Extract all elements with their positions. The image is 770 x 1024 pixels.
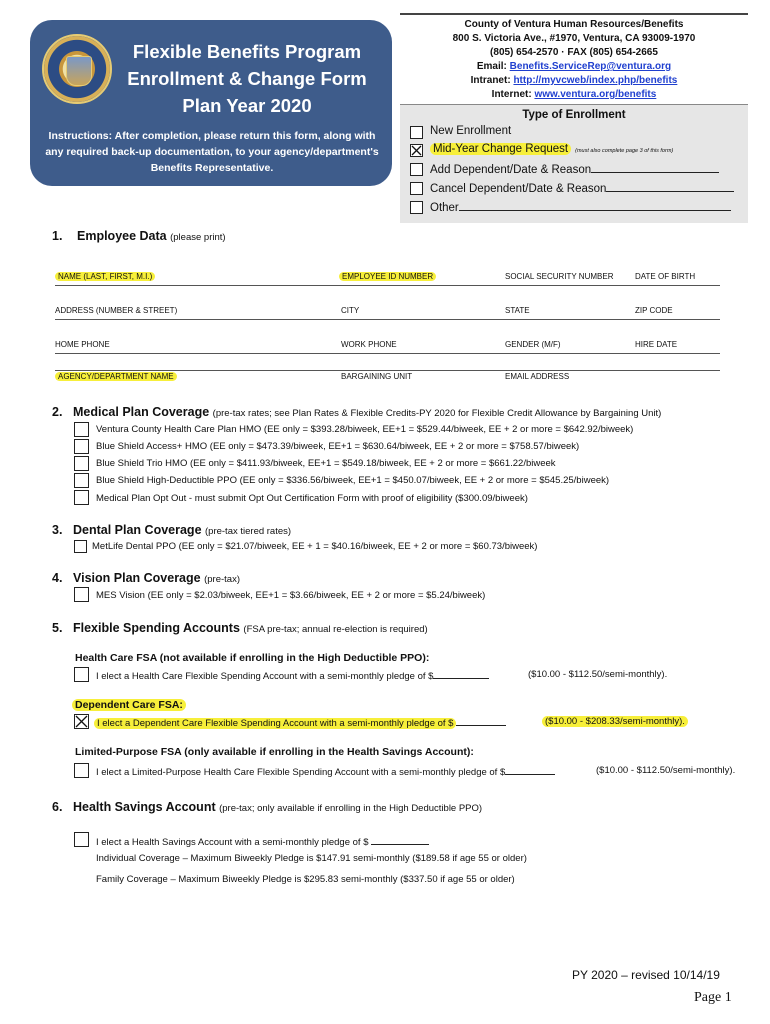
email-link[interactable]: Benefits.ServiceRep@ventura.org — [509, 61, 672, 72]
dependent-fsa-range: ($10.00 - $208.33/semi-monthly). — [542, 716, 688, 727]
new-enrollment-checkbox[interactable] — [410, 126, 423, 139]
section-1-number: 1. — [52, 229, 63, 243]
health-fsa-heading: Health Care FSA (not available if enrolling in the High Deductible PPO): — [75, 652, 430, 664]
medical-option: Blue Shield Trio HMO (EE only = $411.93/biweek, EE+1 = $549.18/biweek, EE + 2 or more = $661.22/biweek — [96, 458, 556, 469]
cancel-dependent-label: Cancel Dependent/Date & Reason — [430, 181, 734, 195]
internet-link[interactable]: www.ventura.org/benefits — [534, 89, 657, 100]
section-5-title: Flexible Spending Accounts (FSA pre-tax; annual re-election is required) — [73, 621, 428, 635]
section-4-title: Vision Plan Coverage (pre-tax) — [73, 571, 240, 585]
health-fsa-checkbox[interactable] — [74, 667, 89, 682]
limited-fsa-range: ($10.00 - $112.50/semi-monthly). — [596, 765, 736, 776]
hsa-text: I elect a Health Savings Account with a semi-monthly pledge of $ — [96, 835, 429, 848]
limited-fsa-text: I elect a Limited-Purpose Health Care Flexible Spending Account with a semi-monthly pledge of $ — [96, 765, 555, 778]
employee-row-4[interactable]: AGENCY/DEPARTMENT NAME BARGAINING UNIT EMAIL ADDRESS — [55, 372, 720, 386]
dependent-fsa-pledge-field[interactable] — [456, 716, 506, 726]
new-enrollment-label: New Enrollment — [430, 125, 512, 137]
divider — [55, 370, 720, 371]
limited-fsa-heading: Limited-Purpose FSA (only available if enrolling in the Health Savings Account): — [75, 746, 474, 758]
limited-fsa-checkbox[interactable] — [74, 763, 89, 778]
employee-row-1[interactable]: NAME (LAST, FIRST, M.I.) EMPLOYEE ID NUMBER SOCIAL SECURITY NUMBER DATE OF BIRTH — [55, 272, 720, 286]
medical-option: Blue Shield High-Deductible PPO (EE only = $336.56/biweek, EE+1 = $450.07/biweek, EE + 2 or more = $545.25/biweek) — [96, 475, 610, 486]
hsa-pledge-field[interactable] — [371, 835, 429, 845]
hsa-individual-note: Individual Coverage – Maximum Biweekly Pledge is $147.91 semi-monthly ($189.58 if age 55 or older) — [96, 853, 527, 864]
employee-row-2[interactable]: ADDRESS (NUMBER & STREET) CITY STATE ZIP CODE — [55, 306, 720, 320]
section-5-number: 5. — [52, 621, 63, 635]
mid-year-change-checkbox[interactable] — [410, 144, 423, 157]
mid-year-change-label: Mid-Year Change Request (must also complete page 3 of this form) — [430, 143, 673, 155]
dental-checkbox[interactable] — [74, 540, 87, 553]
enrollment-type-title: Type of Enrollment — [522, 109, 626, 121]
intranet-link[interactable]: http://myvcweb/index.php/benefits — [513, 75, 678, 86]
section-2-title: Medical Plan Coverage (pre-tax rates; see Plan Rates & Flexible Credits-PY 2020 for Flexible Credit Allowance by Bargaining Unit) — [73, 405, 662, 419]
revision-note: PY 2020 – revised 10/14/19 — [572, 968, 720, 982]
section-6-number: 6. — [52, 800, 63, 814]
employee-row-3[interactable]: HOME PHONE WORK PHONE GENDER (M/F) HIRE DATE — [55, 340, 720, 354]
vision-checkbox[interactable] — [74, 587, 89, 602]
checkmark-x-icon — [75, 715, 88, 728]
instructions: Instructions: After completion, please return this form, along with any required back-up documentation, to your agency/department's Benefits Representative. — [45, 130, 379, 174]
section-6-title: Health Savings Account (pre-tax; only available if enrolling in the High Deductible PPO) — [73, 800, 483, 814]
medical-bs-access-checkbox[interactable] — [74, 439, 89, 454]
medical-vchcp-checkbox[interactable] — [74, 422, 89, 437]
medical-option: Ventura County Health Care Plan HMO (EE only = $393.28/biweek, EE+1 = $529.44/biweek, EE + 2 or more = $642.92/biweek) — [96, 424, 634, 435]
section-2-number: 2. — [52, 405, 63, 419]
section-3-title: Dental Plan Coverage (pre-tax tiered rates) — [73, 523, 292, 537]
county-seal-icon — [42, 34, 112, 104]
medical-bs-hdppo-checkbox[interactable] — [74, 473, 89, 488]
checkmark-x-icon — [411, 145, 422, 156]
add-dependent-checkbox[interactable] — [410, 163, 423, 176]
vision-option: MES Vision (EE only = $2.03/biweek, EE+1 = $3.66/biweek, EE + 2 or more = $5.24/biweek) — [96, 590, 486, 601]
contact-block: County of Ventura Human Resources/Benefits 800 S. Victoria Ave., #1970, Ventura, CA 93009-1970 (805) 654-2570 · FAX (805) 654-2665 Email: Benefits.ServiceRep@ventura.org Intranet: http://myvcweb/index.php/benefits Internet: www.ventura.org/benefits — [400, 13, 748, 105]
other-checkbox[interactable] — [410, 201, 423, 214]
dental-option: MetLife Dental PPO (EE only = $21.07/biweek, EE + 1 = $40.16/biweek, EE + 2 or more = $60.73/biweek) — [92, 541, 538, 552]
medical-option: Medical Plan Opt Out - must submit Opt Out Certification Form with proof of eligibility ($300.09/biweek) — [96, 493, 528, 504]
dependent-fsa-heading: Dependent Care FSA: — [72, 699, 186, 711]
header-banner — [30, 20, 392, 186]
section-4-number: 4. — [52, 571, 63, 585]
health-fsa-pledge-field[interactable] — [433, 669, 489, 679]
section-3-number: 3. — [52, 523, 63, 537]
health-fsa-range: ($10.00 - $112.50/semi-monthly). — [528, 669, 668, 680]
health-fsa-text: I elect a Health Care Flexible Spending Account with a semi-monthly pledge of $ — [96, 669, 489, 682]
medical-opt-out-checkbox[interactable] — [74, 490, 89, 505]
section-1-title: Employee Data (please print) — [77, 229, 226, 243]
dependent-fsa-text: I elect a Dependent Care Flexible Spending Account with a semi-monthly pledge of $ — [94, 716, 506, 729]
other-label: Other — [430, 200, 731, 214]
limited-fsa-pledge-field[interactable] — [505, 765, 555, 775]
add-dependent-label: Add Dependent/Date & Reason — [430, 162, 719, 176]
medical-option: Blue Shield Access+ HMO (EE only = $473.39/biweek, EE+1 = $630.64/biweek, EE + 2 or more = $758.57/biweek) — [96, 441, 580, 452]
page-number: Page 1 — [694, 990, 732, 1005]
enrollment-type-box — [400, 105, 748, 223]
hsa-checkbox[interactable] — [74, 832, 89, 847]
form-title: Flexible Benefits Program Enrollment & Change Form Plan Year 2020 — [127, 41, 367, 116]
medical-bs-trio-checkbox[interactable] — [74, 456, 89, 471]
hsa-family-note: Family Coverage – Maximum Biweekly Pledge is $295.83 semi-monthly ($337.50 if age 55 or older) — [96, 874, 515, 885]
cancel-dependent-checkbox[interactable] — [410, 182, 423, 195]
dependent-fsa-checkbox[interactable] — [74, 714, 89, 729]
